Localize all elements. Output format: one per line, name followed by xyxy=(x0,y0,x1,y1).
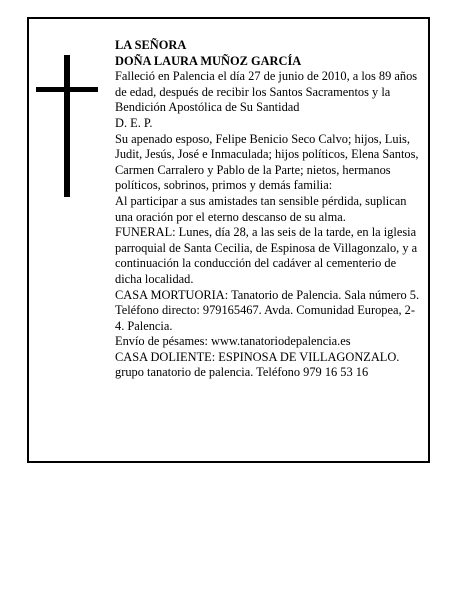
funeral-details: FUNERAL: Lunes, día 28, a las seis de la tarde, en la iglesia parroquial de Santa Cecilia, de Espinosa de Villagonzalo, y a continuación la conducción del cadáver al cementerio de dicha localidad. xyxy=(115,225,418,286)
cross-horizontal-bar xyxy=(36,87,98,92)
cross-vertical-bar xyxy=(64,55,70,197)
condolences-website: Envío de pésames: www.tanatoriodepalencia.es xyxy=(115,334,351,349)
funeral-home-details: CASA MORTUORIA: Tanatorio de Palencia. Sala número 5. Teléfono directo: 979165467. Avda. Comunidad Europea, 2-4. Palencia. xyxy=(115,287,420,333)
deceased-name: DOÑA LAURA MUÑOZ GARCÍA xyxy=(115,53,302,68)
family-list: Su apenado esposo, Felipe Benicio Seco Calvo; hijos, Luis, Judit, Jesús, José e Inmaculada; hijos políticos, Elena Santos, Carmen Carralero y Pablo de la Parte; nietos, hermanos políticos, sobrinos, primos y demás familia: xyxy=(115,131,419,193)
prayer-request: Al participar a sus amistades tan sensible pérdida, suplican una oración por el eterno descanso de su alma. xyxy=(115,193,407,224)
family-residence: CASA DOLIENTE: ESPINOSA DE VILLAGONZALO. xyxy=(115,349,400,364)
funeral-group-contact: grupo tanatorio de palencia. Teléfono 979 16 53 16 xyxy=(115,365,369,380)
cross-icon xyxy=(36,55,98,197)
heading-title: LA SEÑORA xyxy=(115,38,187,52)
death-details: Falleció en Palencia el día 27 de junio de 2010, a los 89 años de edad, después de recibir los Santos Sacramentos y la Bendición Apostólica de Su Santidad xyxy=(115,69,418,115)
rip-line: D. E. P. xyxy=(115,115,153,130)
obituary-text xyxy=(115,38,420,381)
